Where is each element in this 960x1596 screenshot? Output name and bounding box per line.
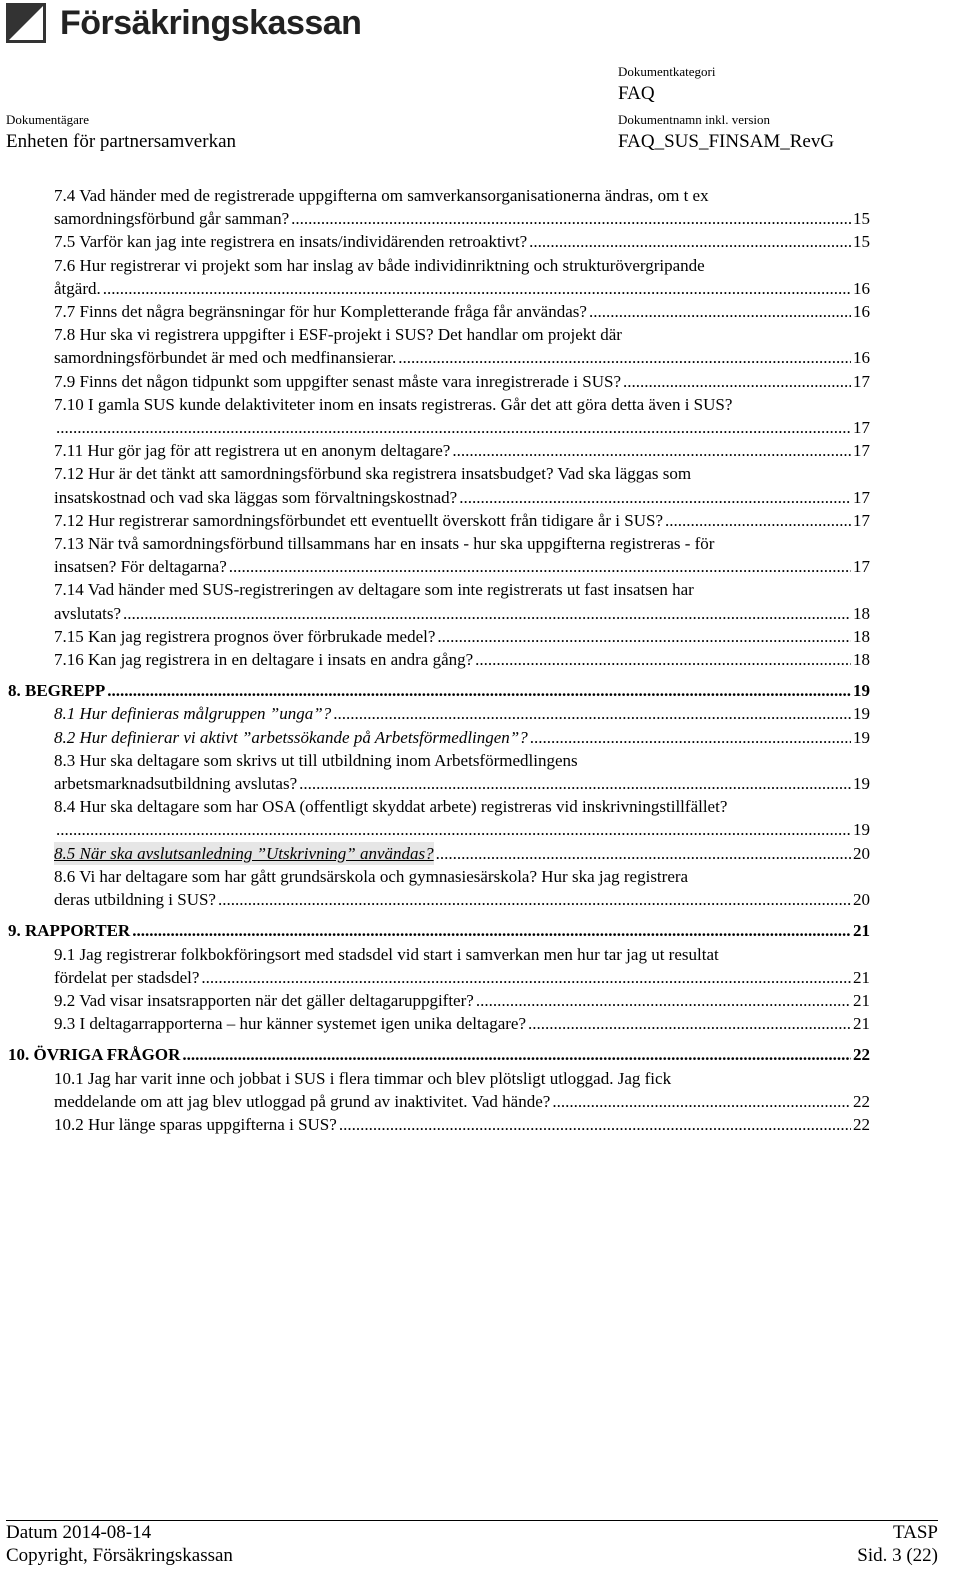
toc-dot-leader	[56, 818, 851, 841]
owner-value: Enheten för partnersamverkan	[6, 131, 237, 152]
document-footer	[6, 1520, 938, 1567]
toc-dot-leader	[107, 679, 851, 702]
toc-page-number: 17	[853, 371, 870, 391]
toc-dot-leader	[452, 439, 851, 462]
footer-page-number: Sid. 3 (22)	[857, 1545, 938, 1566]
toc-page-number: 15	[853, 232, 870, 252]
forsakringskassan-logo-icon	[6, 3, 46, 43]
toc-entry-text: 10. ÖVRIGA FRÅGOR	[8, 1045, 181, 1065]
toc-entry-text: 8. BEGREPP	[8, 681, 106, 701]
toc-entry[interactable]	[8, 795, 870, 841]
toc-entry[interactable]	[8, 1113, 870, 1136]
toc-entry[interactable]	[8, 989, 870, 1012]
toc-entry-text: arbetsmarknadsutbildning avslutas?	[54, 774, 298, 794]
toc-page-number: 18	[853, 626, 870, 646]
toc-dot-leader	[529, 230, 851, 253]
toc-entry-text: 7.10 I gamla SUS kunde delaktiviteter inom en insats registreras. Går det att göra detta även i SUS?	[54, 394, 733, 414]
docname-label: Dokumentnamn inkl. version	[618, 112, 771, 127]
toc-entry[interactable]	[8, 393, 870, 439]
toc-page-number: 22	[853, 1091, 870, 1111]
toc-entry-text: insatsen? För deltagarna?	[54, 557, 227, 577]
toc-entry-text: insatskostnad och vad ska läggas som förvaltningskostnad?	[54, 487, 458, 507]
toc-entry[interactable]	[8, 625, 870, 648]
toc-section-heading[interactable]	[8, 919, 870, 942]
toc-entry-text: 7.12 Hur registrerar samordningsförbundet ett eventuellt överskott från tidigare år i SUS?	[54, 510, 663, 530]
toc-page-number: 18	[853, 650, 870, 670]
toc-entry-text: 8.6 Vi har deltagare som har gått grundsärskola och gymnasiesärskola? Hur ska jag registrera	[54, 866, 689, 886]
category-value: FAQ	[618, 83, 655, 104]
toc-entry-text: 10.2 Hur länge sparas uppgifterna i SUS?	[54, 1114, 337, 1134]
toc-dot-leader	[437, 625, 851, 648]
toc-page-number: 21	[853, 967, 870, 987]
toc-entry-text: 9. RAPPORTER	[8, 921, 131, 941]
footer-date: Datum 2014-08-14	[6, 1522, 152, 1543]
toc-dot-leader	[398, 346, 851, 369]
toc-entry-text: 7.9 Finns det någon tidpunkt som uppgifter senast måste vara inregistrerade i SUS?	[54, 371, 622, 391]
toc-entry[interactable]	[8, 726, 870, 749]
toc-page-number: 19	[853, 704, 870, 724]
toc-dot-leader	[123, 602, 851, 625]
toc-entry-text: 7.12 Hur är det tänkt att samordningsförbund ska registrera insatsbudget? Vad ska läggas som	[54, 464, 692, 484]
toc-entry[interactable]	[8, 532, 870, 578]
category-label: Dokumentkategori	[618, 64, 716, 79]
owner-label: Dokumentägare	[6, 112, 90, 127]
toc-dot-leader	[665, 509, 851, 532]
toc-entry-text: 7.11 Hur gör jag för att registrera ut en anonym deltagare?	[54, 441, 451, 461]
toc-entry-text: 7.6 Hur registrerar vi projekt som har inslag av både individinriktning och strukturövergripande	[54, 255, 705, 275]
docname-value: FAQ_SUS_FINSAM_RevG	[618, 131, 835, 152]
toc-entry[interactable]	[8, 462, 870, 508]
toc-entry-text: åtgärd.	[54, 278, 101, 298]
toc-dot-leader	[475, 648, 851, 671]
toc-page-number: 19	[853, 820, 870, 840]
toc-page-number: 22	[853, 1045, 870, 1065]
toc-entry[interactable]	[8, 749, 870, 795]
toc-dot-leader	[436, 842, 851, 865]
toc-page-number: 16	[853, 302, 870, 322]
toc-page-number: 18	[853, 603, 870, 623]
toc-entry[interactable]	[8, 842, 870, 865]
document-header	[0, 0, 960, 165]
toc-entry[interactable]	[8, 578, 870, 624]
toc-page-number: 19	[853, 681, 870, 701]
toc-entry[interactable]	[8, 230, 870, 253]
toc-dot-leader	[182, 1043, 851, 1066]
toc-entry-text: 8.5 När ska avslutsanledning ”Utskrivning” användas?	[54, 842, 434, 865]
toc-entry-text: 9.1 Jag registrerar folkbokföringsort med stadsdel vid start i samverkan men hur tar jag ut resultat	[54, 944, 719, 964]
toc-entry-text: 7.5 Varför kan jag inte registrera en insats/individärenden retroaktivt?	[54, 232, 528, 252]
toc-entry-text: 7.16 Kan jag registrera in en deltagare i insats en andra gång?	[54, 650, 474, 670]
toc-page-number: 22	[853, 1114, 870, 1134]
toc-entry-text: 9.3 I deltagarrapporterna – hur känner systemet igen unika deltagare?	[54, 1014, 527, 1034]
toc-dot-leader	[589, 300, 851, 323]
toc-entry-text: 7.7 Finns det några begränsningar för hur Kompletterande fråga får användas?	[54, 302, 587, 322]
toc-dot-leader	[333, 702, 851, 725]
toc-entry-text: 7.13 När två samordningsförbund tillsammans har en insats - hur ska uppgifterna registreras - för	[54, 534, 715, 554]
toc-entry-text: 7.15 Kan jag registrera prognos över förbrukade medel?	[54, 626, 436, 646]
toc-entry-text: deras utbildning i SUS?	[54, 890, 216, 910]
toc-dot-leader	[459, 486, 851, 509]
toc-page-number: 17	[853, 418, 870, 438]
toc-entry-text: 7.14 Vad händer med SUS-registreringen av deltagare som inte registrerats ut fast insatsen har	[54, 580, 694, 600]
toc-entry[interactable]	[8, 1012, 870, 1035]
toc-entry[interactable]	[8, 702, 870, 725]
toc-page-number: 17	[853, 510, 870, 530]
toc-entry[interactable]	[8, 439, 870, 462]
toc-section-heading[interactable]	[8, 679, 870, 702]
toc-dot-leader	[103, 277, 851, 300]
toc-page-number: 15	[853, 209, 870, 229]
toc-entry-text: 7.8 Hur ska vi registrera uppgifter i ESF-projekt i SUS? Det handlar om projekt där	[54, 325, 622, 345]
toc-dot-leader	[132, 919, 851, 942]
toc-dot-leader	[623, 370, 851, 393]
toc-entry[interactable]	[8, 184, 870, 230]
toc-entry[interactable]	[8, 1067, 870, 1113]
toc-section-heading[interactable]	[8, 1043, 870, 1066]
toc-entry[interactable]	[8, 254, 870, 300]
toc-dot-leader	[218, 888, 851, 911]
toc-entry[interactable]	[8, 648, 870, 671]
footer-copyright: Copyright, Försäkringskassan	[6, 1545, 233, 1566]
toc-page-number: 20	[853, 890, 870, 910]
toc-page-number: 16	[853, 348, 870, 368]
toc-dot-leader	[528, 1012, 851, 1035]
toc-entry-text: 8.1 Hur definieras målgruppen ”unga”?	[54, 704, 332, 724]
toc-entry-text: avslutats?	[54, 603, 122, 623]
toc-entry[interactable]	[8, 323, 870, 369]
toc-page-number: 21	[853, 990, 870, 1010]
toc-page-number: 21	[853, 1014, 870, 1034]
toc-dot-leader	[229, 555, 851, 578]
toc-entry[interactable]	[8, 865, 870, 911]
toc-entry-text: fördelat per stadsdel?	[54, 967, 200, 987]
toc-entry-text: samordningsförbund går samman?	[54, 209, 290, 229]
toc-page-number: 17	[853, 487, 870, 507]
toc-entry[interactable]	[8, 943, 870, 989]
logo-text: Försäkringskassan	[60, 4, 362, 42]
toc-page-number: 20	[853, 843, 870, 863]
toc-entry-text: 9.2 Vad visar insatsrapporten när det gäller deltagaruppgifter?	[54, 990, 474, 1010]
toc-page-number: 19	[853, 774, 870, 794]
toc-entry[interactable]	[8, 509, 870, 532]
toc-dot-leader	[201, 966, 851, 989]
toc-page-number: 21	[853, 921, 870, 941]
toc-entry-text: 8.4 Hur ska deltagare som har OSA (offentligt skyddat arbete) registreras vid inskrivningstillfället?	[54, 797, 728, 817]
toc-entry-text: 8.3 Hur ska deltagare som skrivs ut till utbildning inom Arbetsförmedlingens	[54, 750, 578, 770]
toc-entry-text: 7.4 Vad händer med de registrerade uppgifterna om samverkansorganisationerna ändras, om t ex	[54, 186, 709, 205]
toc-page-number: 17	[853, 557, 870, 577]
toc-entry[interactable]	[8, 370, 870, 393]
toc-entry-text: samordningsförbundet är med och medfinansierar.	[54, 348, 397, 368]
table-of-contents	[8, 184, 870, 1136]
toc-dot-leader	[552, 1090, 851, 1113]
toc-dot-leader	[339, 1113, 851, 1136]
toc-dot-leader	[476, 989, 851, 1012]
toc-dot-leader	[56, 416, 851, 439]
toc-entry[interactable]	[8, 300, 870, 323]
toc-page-number: 16	[853, 278, 870, 298]
toc-dot-leader	[299, 772, 851, 795]
toc-page-number: 17	[853, 441, 870, 461]
toc-entry-text: 10.1 Jag har varit inne och jobbat i SUS i flera timmar och blev plötsligt utloggad. Jag fick	[54, 1068, 672, 1088]
toc-entry-text: 8.2 Hur definierar vi aktivt ”arbetssökande på Arbetsförmedlingen”?	[54, 727, 528, 747]
toc-entry-text: meddelande om att jag blev utloggad på grund av inaktivitet. Vad hände?	[54, 1091, 551, 1111]
toc-dot-leader	[291, 207, 851, 230]
toc-page-number: 19	[853, 727, 870, 747]
logo	[6, 3, 361, 43]
toc-dot-leader	[530, 726, 851, 749]
footer-org: TASP	[893, 1522, 938, 1543]
